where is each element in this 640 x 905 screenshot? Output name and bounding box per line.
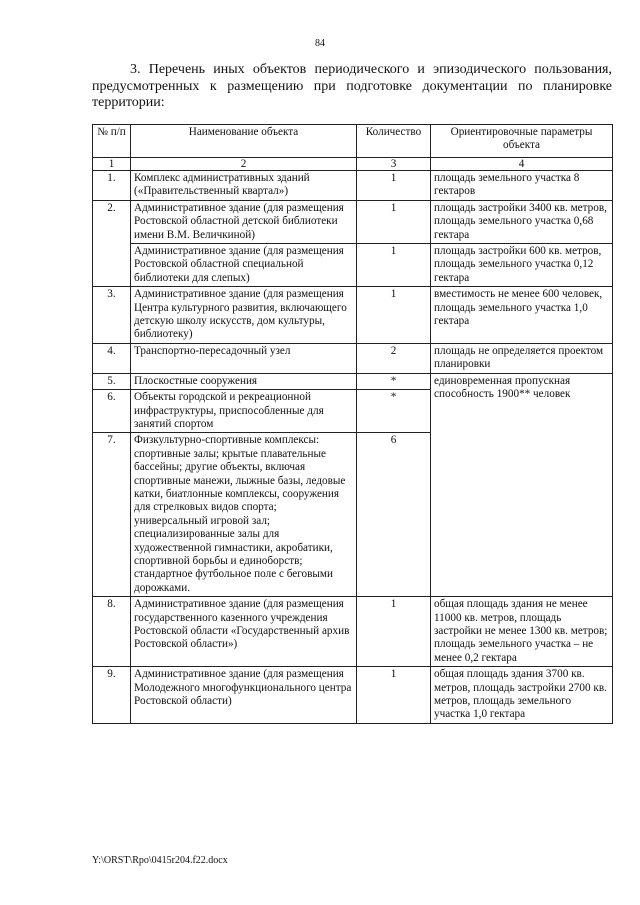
object-name: Физкультурно-спортивные комплексы: спортивные залы; крытые плавательные бассейны; другие объекты, включая спортивные манежи, лыжные базы, ледовые катки, биатлонные комплексы, сооружения для стрелковых видов спорта; универсальный игровой зал; специализированные залы для художественной гимнастики, акробатики, спортивной борьбы и единоборств; стандартное футбольное поле с беговыми дорожками.	[131, 433, 357, 597]
file-path-footer: Y:\ORST\Rpo\0415r204.f22.docx	[92, 855, 228, 866]
object-parameters: площадь застройки 3400 кв. метров, площадь земельного участка 0,68 гектара	[431, 200, 613, 243]
object-name: Административное здание (для размещения Ростовской областной специальной библиотеки для слепых)	[131, 244, 357, 287]
object-name: Объекты городской и рекреационной инфраструктуры, приспособленные для занятий спортом	[131, 390, 357, 433]
object-quantity: 1	[357, 287, 431, 344]
column-number: 4	[431, 158, 613, 171]
table-row	[93, 287, 613, 344]
column-number: 1	[93, 158, 131, 171]
table-row	[93, 244, 613, 287]
object-quantity: 1	[357, 171, 431, 201]
row-number: 4.	[93, 343, 131, 373]
object-quantity: 1	[357, 200, 431, 243]
row-number: 8.	[93, 597, 131, 667]
table-row	[93, 373, 613, 389]
row-number: 6.	[93, 390, 131, 433]
column-number: 2	[131, 158, 357, 171]
object-name: Административное здание (для размещения Центра культурного развития, включающего детскую школу искусств, дом культуры, библиотеку)	[131, 287, 357, 344]
object-quantity: 6	[357, 433, 431, 597]
section-heading: 3. Перечень иных объектов периодического и эпизодического пользования, предусмотренных к размещению при подготовке документации по планировке территории:	[92, 62, 612, 110]
table-row	[93, 200, 613, 243]
header-name: Наименование объекта	[131, 125, 357, 158]
object-name: Транспортно-пересадочный узел	[131, 343, 357, 373]
object-parameters: площадь застройки 600 кв. метров, площадь земельного участка 0,12 гектара	[431, 244, 613, 287]
object-parameters: общая площадь здания 3700 кв. метров, площадь застройки 2700 кв. метров, площадь земельного участка 1,0 гектара	[431, 667, 613, 724]
object-name: Административное здание (для размещения Ростовской областной детской библиотеки имени В.М. Величкиной)	[131, 200, 357, 243]
table-row	[93, 667, 613, 724]
header-num: № п/п	[93, 125, 131, 158]
object-parameters: площадь не определяется проектом планировки	[431, 343, 613, 373]
object-name: Комплекс административных зданий («Правительственный квартал»)	[131, 171, 357, 201]
object-parameters: вместимость не менее 600 человек, площадь земельного участка 1,0 гектара	[431, 287, 613, 344]
row-number: 5.	[93, 373, 131, 389]
objects-table	[92, 124, 613, 724]
page-number: 84	[315, 38, 325, 49]
row-number: 2.	[93, 200, 131, 286]
object-name: Плоскостные сооружения	[131, 373, 357, 389]
object-quantity: *	[357, 373, 431, 389]
object-quantity: 1	[357, 244, 431, 287]
object-quantity: *	[357, 390, 431, 433]
object-name: Административное здание (для размещения Молодежного многофункционального центра Ростовской области)	[131, 667, 357, 724]
column-number: 3	[357, 158, 431, 171]
object-parameters: общая площадь здания не менее 11000 кв. метров, площадь застройки не менее 1300 кв. метров; площадь земельного участка – не менее 0,2 гектара	[431, 597, 613, 667]
table-header-row	[93, 125, 613, 158]
object-name: Административное здание (для размещения государственного казенного учреждения Ростовской области «Государственный архив Ростовской области»)	[131, 597, 357, 667]
column-number-row	[93, 158, 613, 171]
row-number: 7.	[93, 433, 131, 597]
header-qty: Количество	[357, 125, 431, 158]
table-row	[93, 597, 613, 667]
row-number: 1.	[93, 171, 131, 201]
header-params: Ориентировочные параметры объекта	[431, 125, 613, 158]
table-row	[93, 171, 613, 201]
table-row	[93, 343, 613, 373]
object-parameters: площадь земельного участка 8 гектаров	[431, 171, 613, 201]
object-parameters: единовременная пропускная способность 1900** человек	[431, 373, 613, 597]
row-number: 9.	[93, 667, 131, 724]
object-quantity: 2	[357, 343, 431, 373]
object-quantity: 1	[357, 667, 431, 724]
row-number: 3.	[93, 287, 131, 344]
object-quantity: 1	[357, 597, 431, 667]
